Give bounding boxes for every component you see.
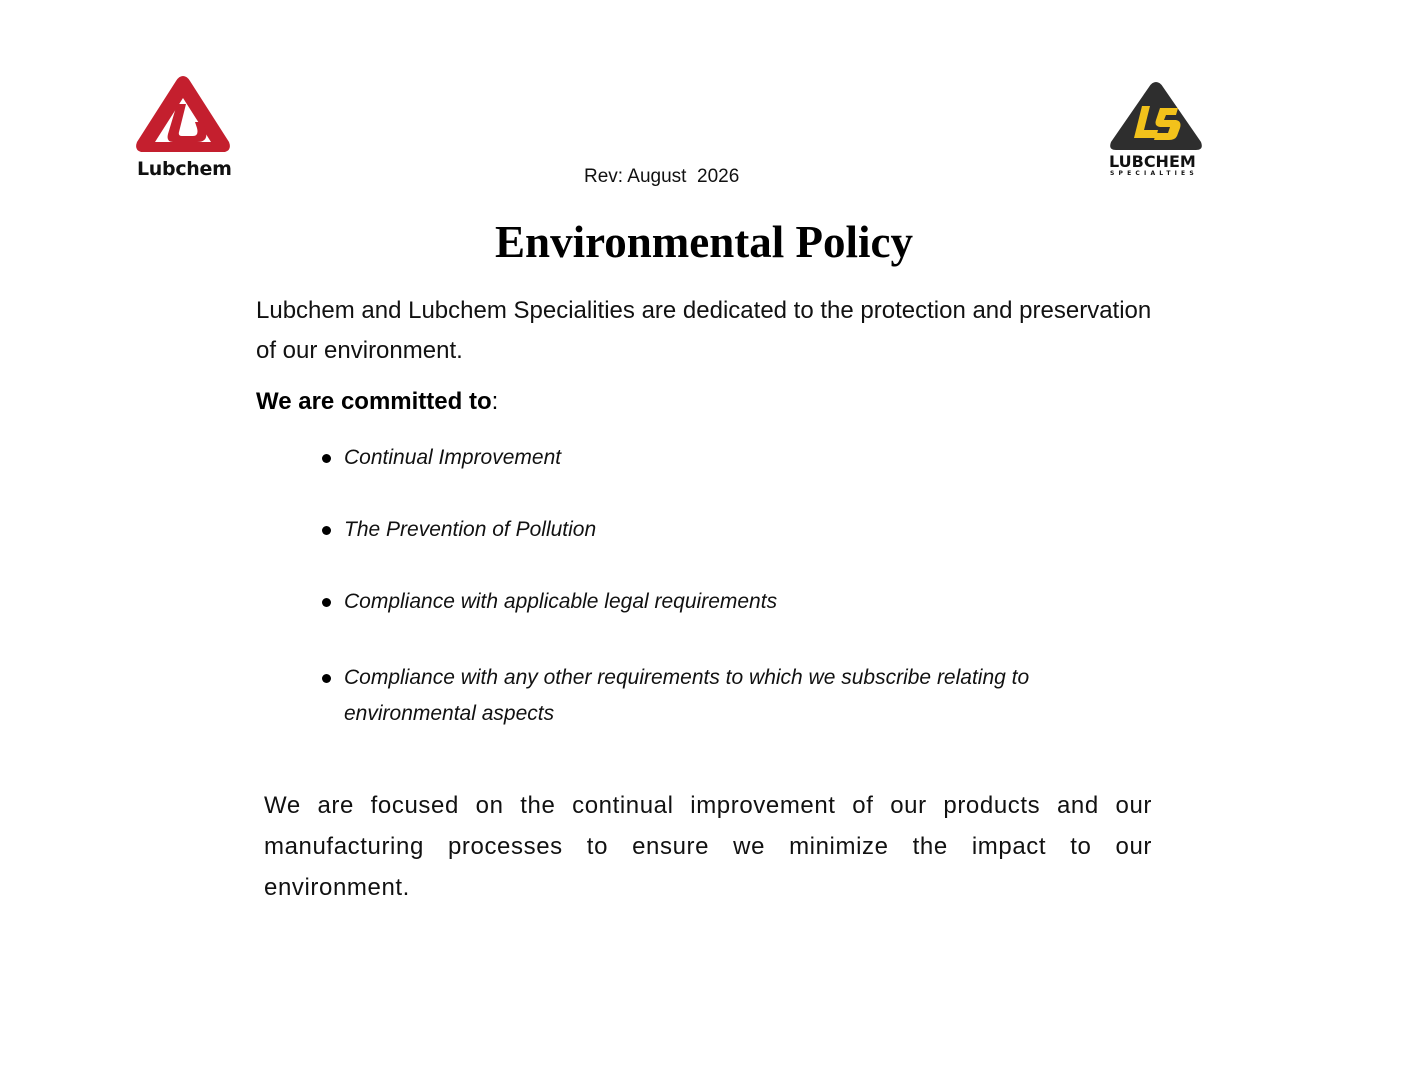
lubchem-logo (133, 74, 233, 180)
list-item-text: Continual Improvement (344, 446, 562, 469)
lubchem-specialties-triangle-icon (1106, 80, 1206, 152)
commitment-heading-colon: : (491, 388, 499, 415)
bullet-icon (322, 454, 331, 463)
list-item (320, 440, 1150, 476)
lubchem-specialties-logo (1106, 80, 1206, 180)
commitment-heading-text: We are committed to (256, 388, 492, 415)
list-item-text: Compliance with any other requirements to which we subscribe relating to environmental aspects (344, 666, 1030, 725)
commitment-heading (256, 388, 498, 416)
revision-date: Rev: August 2026 (584, 166, 740, 187)
lubchem-specialties-logo-text: LUBCHEM (1109, 152, 1196, 171)
lubchem-triangle-icon (133, 74, 233, 158)
page-title: Environmental Policy (495, 217, 913, 267)
list-item (320, 660, 1150, 732)
list-item-text: Compliance with applicable legal requirements (344, 590, 778, 613)
list-item-text: The Prevention of Pollution (344, 518, 597, 541)
intro-paragraph: Lubchem and Lubchem Specialities are dedicated to the protection and preservation of our environment. (256, 297, 1152, 364)
closing-paragraph: We are focused on the continual improvement of our products and our manufacturing processes to ensure we minimize the impact to our environment. (264, 792, 1152, 901)
bullet-icon (322, 526, 331, 535)
bullet-icon (322, 598, 331, 607)
lubchem-specialties-logo-subtitle: SPECIALTIES (1110, 170, 1198, 177)
list-item (320, 584, 1150, 620)
list-item (320, 512, 1150, 548)
bullet-icon (322, 674, 331, 683)
lubchem-logo-text: Lubchem (137, 158, 232, 180)
